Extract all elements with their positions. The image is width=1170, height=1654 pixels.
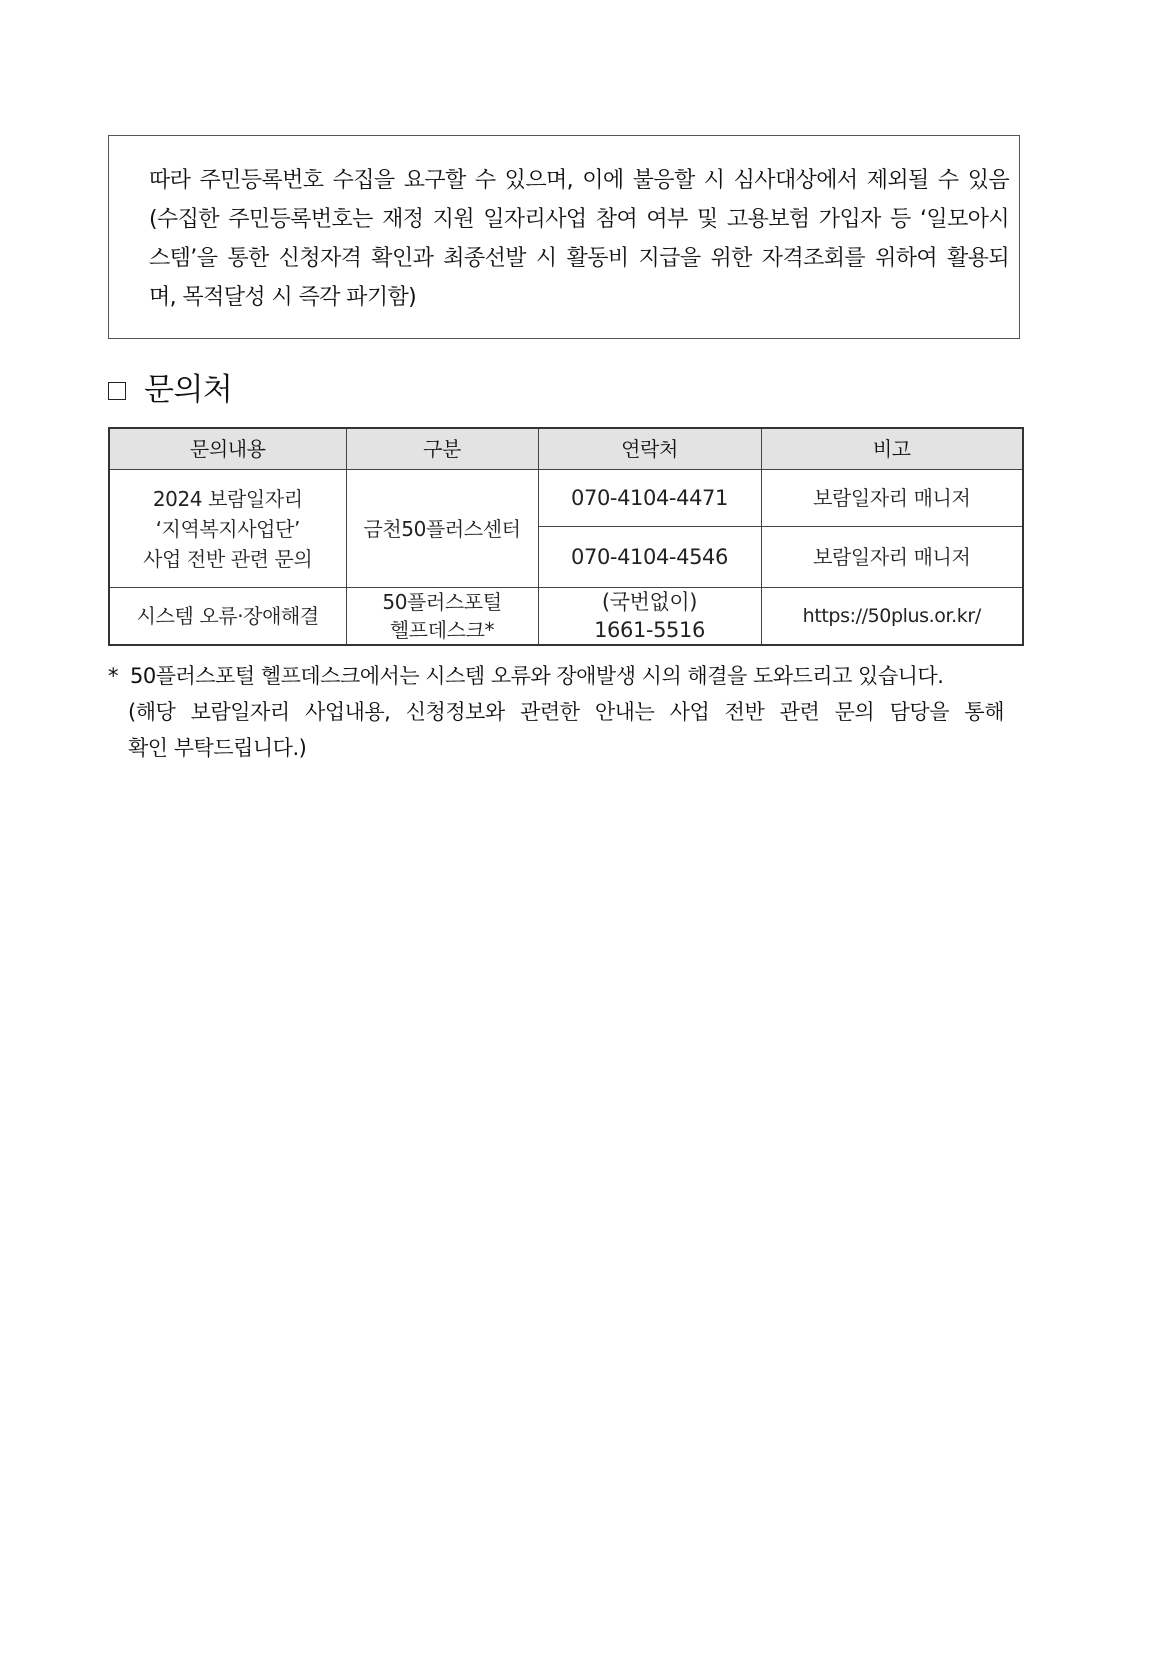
remarks-cell: 보람일자리 매니저 xyxy=(761,470,1023,527)
notice-box xyxy=(108,135,1020,339)
header-inquiry: 문의내용 xyxy=(109,428,346,470)
category-cell xyxy=(346,588,538,646)
remarks-cell: 보람일자리 매니저 xyxy=(761,527,1023,588)
table-row xyxy=(109,470,1023,527)
table-header-row xyxy=(109,428,1023,470)
notice-line: (수집한 주민등록번호는 재정 지원 일자리사업 참여 여부 및 고용보험 가입자 등 ‘일모아시 xyxy=(149,207,1009,232)
contact-cell xyxy=(538,588,761,646)
asterisk-icon: * xyxy=(108,664,118,688)
notice-line: 스템’을 통한 신청자격 확인과 최종선발 시 활동비 지급을 위한 자격조회를 위하여 활용되 xyxy=(149,246,1009,271)
category-line: 50플러스포털 xyxy=(382,590,502,614)
header-category: 구분 xyxy=(346,428,538,470)
phone-number[interactable]: 070-4104-4471 xyxy=(538,470,761,527)
header-contact: 연락처 xyxy=(538,428,761,470)
section-title: 문의처 xyxy=(144,372,233,408)
phone-number[interactable]: 1661-5516 xyxy=(594,618,705,642)
notice-line: 따라 주민등록번호 수집을 요구할 수 있으며, 이에 불응할 시 심사대상에서 제외될 수 있음 xyxy=(149,168,1009,193)
category-cell: 금천50플러스센터 xyxy=(346,470,538,588)
empty-square-icon xyxy=(108,382,126,400)
contact-table xyxy=(108,427,1024,646)
contact-note: (국번없이) xyxy=(601,590,698,614)
footnote-line: 확인 부탁드립니다.) xyxy=(128,736,307,760)
category-line: 헬프데스크* xyxy=(389,618,495,642)
inquiry-line: 사업 전반 관련 문의 xyxy=(143,546,313,571)
footnote-line: (해당 보람일자리 사업내용, 신청정보와 관련한 안내는 사업 전반 관련 문의 담당을 통해 xyxy=(128,700,1004,724)
inquiry-cell xyxy=(109,470,346,588)
footnote-text: 50플러스포털 헬프데스크에서는 시스템 오류와 장애발생 시의 해결을 도와드리고 있습니다. xyxy=(130,664,944,688)
notice-line: 며, 목적달성 시 즉각 파기함) xyxy=(149,285,417,310)
phone-number[interactable]: 070-4104-4546 xyxy=(538,527,761,588)
table-row xyxy=(109,588,1023,646)
footnote-line xyxy=(108,658,1008,694)
inquiry-line: ‘지역복지사업단’ xyxy=(155,516,300,541)
website-link[interactable]: https://50plus.or.kr/ xyxy=(761,588,1023,646)
header-remarks: 비고 xyxy=(761,428,1023,470)
section-heading xyxy=(108,370,232,410)
inquiry-line: 2024 보람일자리 xyxy=(152,486,303,511)
inquiry-cell: 시스템 오류·장애해결 xyxy=(109,588,346,646)
